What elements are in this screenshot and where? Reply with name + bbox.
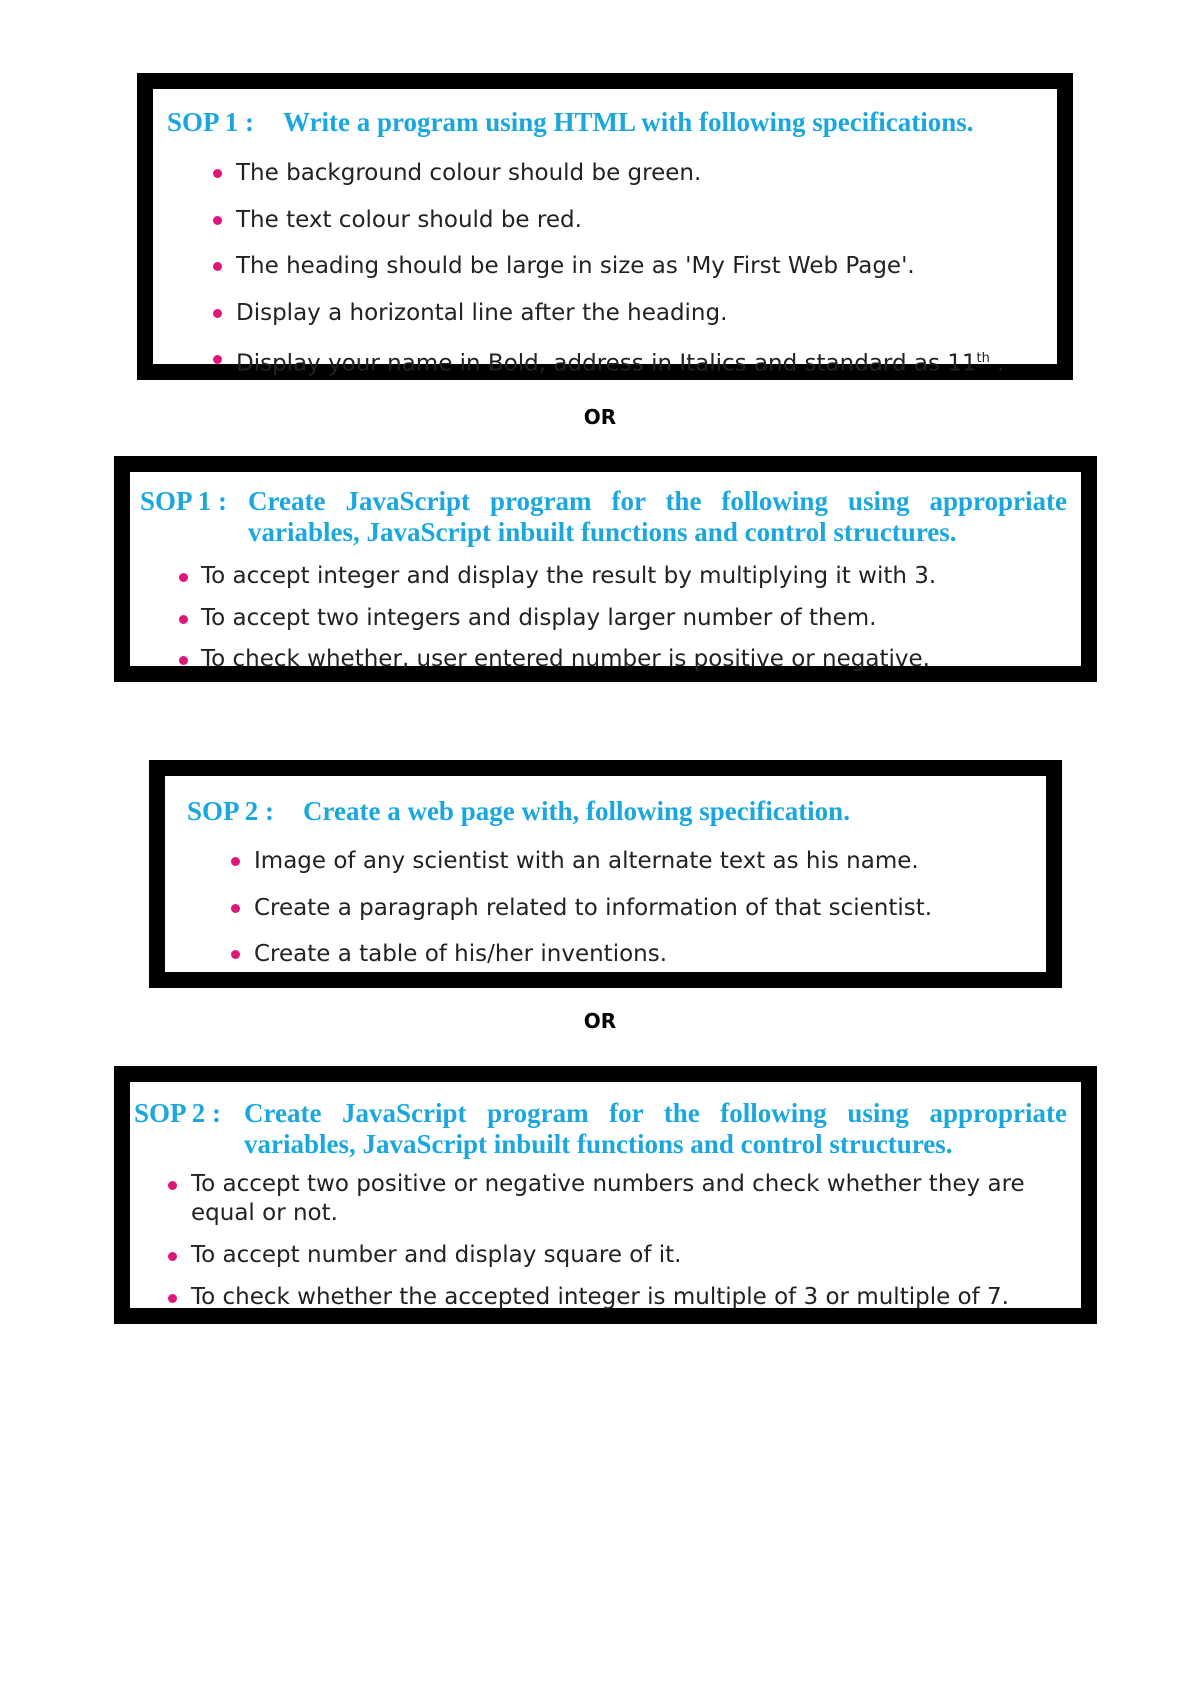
list-item: Display a horizontal line after the heading. — [213, 290, 1057, 337]
sop-label: SOP 1 : — [167, 107, 255, 137]
bullet-icon — [213, 169, 222, 178]
bullet-icon — [231, 950, 240, 959]
bullet-icon — [168, 1181, 177, 1190]
sop1-js-box — [114, 456, 1097, 682]
list-item: To accept number and display square of it. — [168, 1241, 1081, 1270]
sop2-js-heading — [134, 1098, 1081, 1160]
list-item: Display your name in Bold, address in Italics and standard as 11th . — [213, 336, 1057, 387]
bullet-icon — [179, 615, 188, 624]
sop-title: Create JavaScript program for the following using appropriate variables, JavaScript inbuilt functions and control structures. — [248, 486, 1067, 547]
list-item: To accept two positive or negative numbers and check whether they are equal or not. — [168, 1170, 1081, 1228]
sop1-js-heading — [140, 486, 1081, 548]
bullet-icon — [168, 1252, 177, 1261]
bullet-icon — [231, 904, 240, 913]
bullet-icon — [231, 857, 240, 866]
sop2-js-box — [114, 1066, 1097, 1324]
sop2-html-heading — [187, 796, 1046, 827]
sop1-html-box — [137, 73, 1073, 380]
bullet-icon — [213, 355, 222, 364]
list-item: To check whether, user entered number is positive or negative. — [179, 639, 1081, 681]
sop2-html-box — [149, 760, 1062, 988]
list-item: Image of any scientist with an alternate text as his name. — [231, 838, 1046, 885]
bullet-icon — [213, 309, 222, 318]
or-separator: OR — [583, 405, 617, 429]
sop1-html-heading — [167, 107, 1057, 138]
bullet-icon — [179, 573, 188, 582]
list-item: The background colour should be green. — [213, 150, 1057, 197]
bullet-icon — [213, 262, 222, 271]
bullet-icon — [168, 1294, 177, 1303]
superscript: th — [976, 351, 990, 366]
sop2-js-list — [168, 1170, 1081, 1312]
list-item: Create a paragraph related to information of that scientist. — [231, 885, 1046, 932]
sop-label: SOP 2 : — [187, 796, 275, 826]
sop-title: Write a program using HTML with following specifications. — [283, 107, 974, 137]
sop1-html-list — [213, 150, 1057, 387]
list-item: The text colour should be red. — [213, 197, 1057, 244]
bullet-icon — [179, 656, 188, 665]
sop-title: Create JavaScript program for the following using appropriate variables, JavaScript inbuilt functions and control structures. — [244, 1098, 1067, 1159]
sop-label: SOP 1 : — [140, 486, 228, 516]
bullet-icon — [213, 216, 222, 225]
list-item: To accept two integers and display larger number of them. — [179, 598, 1081, 640]
sop-label: SOP 2 : — [134, 1098, 222, 1128]
sop-title: Create a web page with, following specification. — [303, 796, 850, 826]
list-item: The heading should be large in size as 'My First Web Page'. — [213, 243, 1057, 290]
list-item: Create a table of his/her inventions. — [231, 931, 1046, 978]
or-separator: OR — [583, 1009, 617, 1033]
list-item: To accept integer and display the result by multiplying it with 3. — [179, 556, 1081, 598]
sop1-js-list — [179, 556, 1081, 681]
list-item: To check whether the accepted integer is multiple of 3 or multiple of 7. — [168, 1283, 1081, 1312]
sop2-html-list — [231, 838, 1046, 978]
